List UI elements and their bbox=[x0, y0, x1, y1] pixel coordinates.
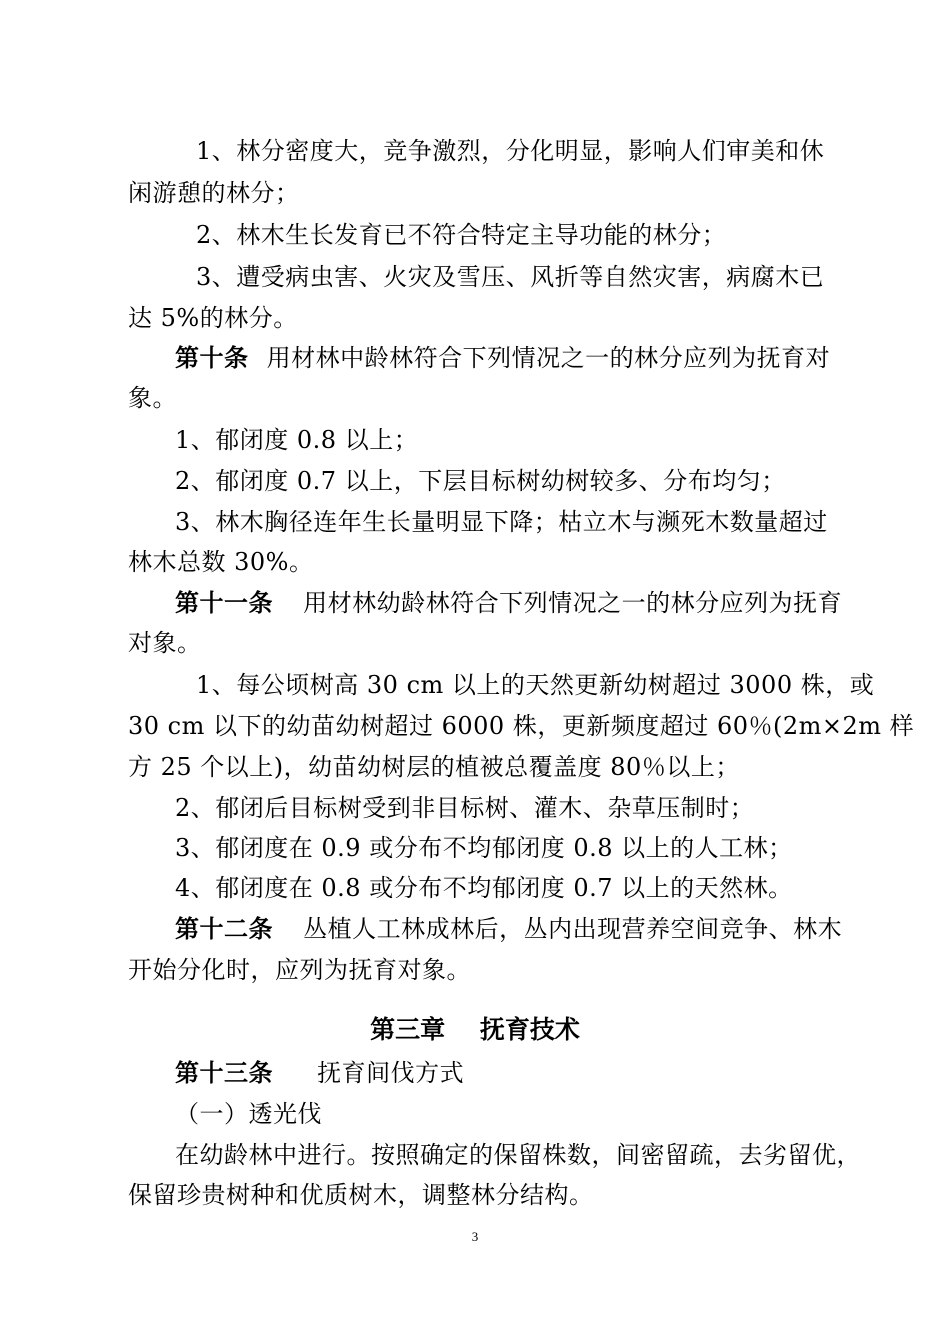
chapter-title: 第三章 抚育技术 bbox=[370, 1015, 580, 1044]
subsection-title: （一）透光伐 bbox=[175, 1100, 322, 1128]
paragraph-line: 林木总数 30%。 bbox=[128, 548, 314, 576]
article-12-line bbox=[175, 914, 842, 944]
list-item: 2、郁闭后目标树受到非目标树、灌木、杂草压制时； bbox=[175, 794, 755, 822]
paragraph-line: 达 5%的林分。 bbox=[128, 304, 298, 332]
article-text: 抚育间伐方式 bbox=[317, 1059, 465, 1087]
paragraph-line: 30 cm 以下的幼苗幼树超过 6000 株，更新频度超过 60％(2m×2m 样 bbox=[128, 712, 915, 740]
list-item: 1、每公顷树高 30 cm 以上的天然更新幼树超过 3000 株，或 bbox=[196, 671, 875, 699]
article-label: 第十三条 bbox=[175, 1059, 273, 1087]
article-13-line bbox=[175, 1058, 464, 1088]
paragraph-line: 1、林分密度大，竞争激烈，分化明显，影响人们审美和休 bbox=[196, 137, 825, 165]
article-10-line bbox=[175, 343, 830, 373]
article-label: 第十二条 bbox=[175, 915, 273, 943]
article-text: 用材林中龄林符合下列情况之一的林分应列为抚育对 bbox=[266, 344, 831, 372]
list-item: 2、郁闭度 0.7 以上，下层目标树幼树较多、分布均匀； bbox=[175, 467, 786, 495]
list-item: 4、郁闭度在 0.8 或分布不均郁闭度 0.7 以上的天然林。 bbox=[175, 874, 793, 902]
article-text: 用材林幼龄林符合下列情况之一的林分应列为抚育 bbox=[303, 589, 843, 617]
article-text: 丛植人工林成林后，丛内出现营养空间竞争、林木 bbox=[303, 915, 843, 943]
list-item: 1、郁闭度 0.8 以上； bbox=[175, 426, 419, 454]
paragraph-line: 象。 bbox=[128, 384, 177, 412]
paragraph-line: 2、林木生长发育已不符合特定主导功能的林分； bbox=[196, 221, 727, 249]
paragraph-line: 闲游憩的林分； bbox=[128, 179, 300, 207]
list-item: 3、林木胸径连年生长量明显下降；枯立木与濒死木数量超过 bbox=[175, 508, 828, 536]
list-item: 3、郁闭度在 0.9 或分布不均郁闭度 0.8 以上的人工林； bbox=[175, 834, 793, 862]
paragraph-line: 开始分化时，应列为抚育对象。 bbox=[128, 956, 471, 984]
paragraph-line: 3、遭受病虫害、火灾及雪压、风折等自然灾害，病腐木已 bbox=[196, 263, 825, 291]
paragraph-line: 方 25 个以上)，幼苗幼树层的植被总覆盖度 80％以上； bbox=[128, 753, 740, 781]
paragraph-line: 在幼龄林中进行。按照确定的保留株数，间密留疏，去劣留优， bbox=[175, 1141, 861, 1169]
article-label: 第十条 bbox=[175, 344, 249, 372]
article-11-line bbox=[175, 588, 842, 618]
paragraph-line: 对象。 bbox=[128, 629, 202, 657]
page-number: 3 bbox=[471, 1229, 479, 1244]
article-label: 第十一条 bbox=[175, 589, 273, 617]
paragraph-line: 保留珍贵树种和优质树木，调整林分结构。 bbox=[128, 1181, 594, 1209]
